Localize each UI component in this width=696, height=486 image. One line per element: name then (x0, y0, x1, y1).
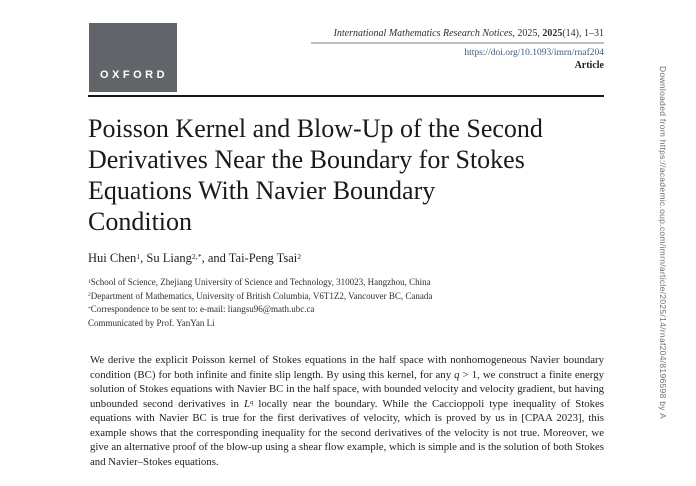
affiliation-line (88, 276, 604, 290)
article-type-label: Article (574, 60, 604, 71)
text-segment: * (88, 305, 91, 312)
title-line: Condition (88, 207, 193, 236)
text-segment: Hui Chen (88, 251, 137, 265)
text-segment: International Mathematics Research Notices (333, 28, 513, 39)
text-segment: , 2025, (512, 28, 543, 39)
text-segment: q (249, 398, 254, 406)
download-watermark: Downloaded from https://academic.oup.com/imrn/article/2025/14/rnaf204/8196598 by A (658, 66, 668, 419)
article-title (88, 113, 618, 237)
text-segment: 2,* (191, 251, 202, 261)
text-segment: 1 (88, 278, 91, 285)
text-segment: L (243, 397, 250, 410)
title-line: Derivatives Near the Boundary for Stokes (88, 145, 525, 174)
text-segment: 2025 (542, 28, 563, 39)
text-segment: q (454, 368, 460, 381)
text-segment: We derive the explicit Poisson kernel of Stokes equations in the half space with nonhomogeneous Navier boundary condition (BC) for both infinite and finite slip length. By using this kernel, for any (90, 354, 604, 381)
title-line: Equations With Navier Boundary (88, 176, 436, 205)
journal-citation (88, 27, 604, 40)
doi-link[interactable]: https://doi.org/10.1093/imrn/rnaf204 (464, 48, 604, 58)
text-segment: , Su Liang (140, 251, 192, 265)
text-segment: 2 (297, 251, 302, 261)
text-segment: , and Tai-Peng Tsai (201, 251, 298, 265)
text-segment: School of Science, Zhejiang University of Science and Technology, 310023, Hangzhou, China (90, 277, 431, 287)
text-segment: locally near the boundary. While the Caccioppoli type inequality of Stokes equations with Navier BC is true for the first derivatives of velocity, which is proved by us in [CPAA 2023], this example shows that the corresponding inequality for the second derivatives of the velocity is not true. Moreover, we give an alternative proof of the blow-up using a shear flow example, which is simple and is the solution of both Stokes and Navier–Stokes equations. (90, 397, 604, 468)
abstract-text (90, 353, 604, 469)
title-line: Poisson Kernel and Blow-Up of the Second (88, 114, 543, 143)
author-line (88, 250, 604, 266)
text-segment: Communicated by Prof. YanYan Li (88, 317, 215, 328)
text-segment: Correspondence to be sent to: e-mail: liangsu96@math.ubc.ca (90, 304, 315, 314)
text-segment: Department of Mathematics, University of British Columbia, V6T1Z2, Vancouver BC, Canada (90, 290, 433, 301)
communicated-line (88, 317, 604, 331)
header-divider (88, 95, 604, 97)
correspondence-line (88, 303, 604, 317)
text-segment: (14), 1–31 (562, 28, 604, 39)
affiliations-block (88, 276, 604, 330)
journal-header (88, 27, 604, 72)
text-segment: 2 (88, 292, 91, 298)
affiliation-line (88, 290, 604, 304)
text-segment: > 1, we construct a finite energy solution of Stokes equations with Navier BC in the half space, with bounded velocity and velocity gradient, but having unbounded second derivatives in (90, 368, 604, 410)
oxford-logo-text: OXFORD (100, 69, 169, 81)
journal-underline (311, 42, 604, 44)
text-segment: 1 (136, 251, 141, 261)
